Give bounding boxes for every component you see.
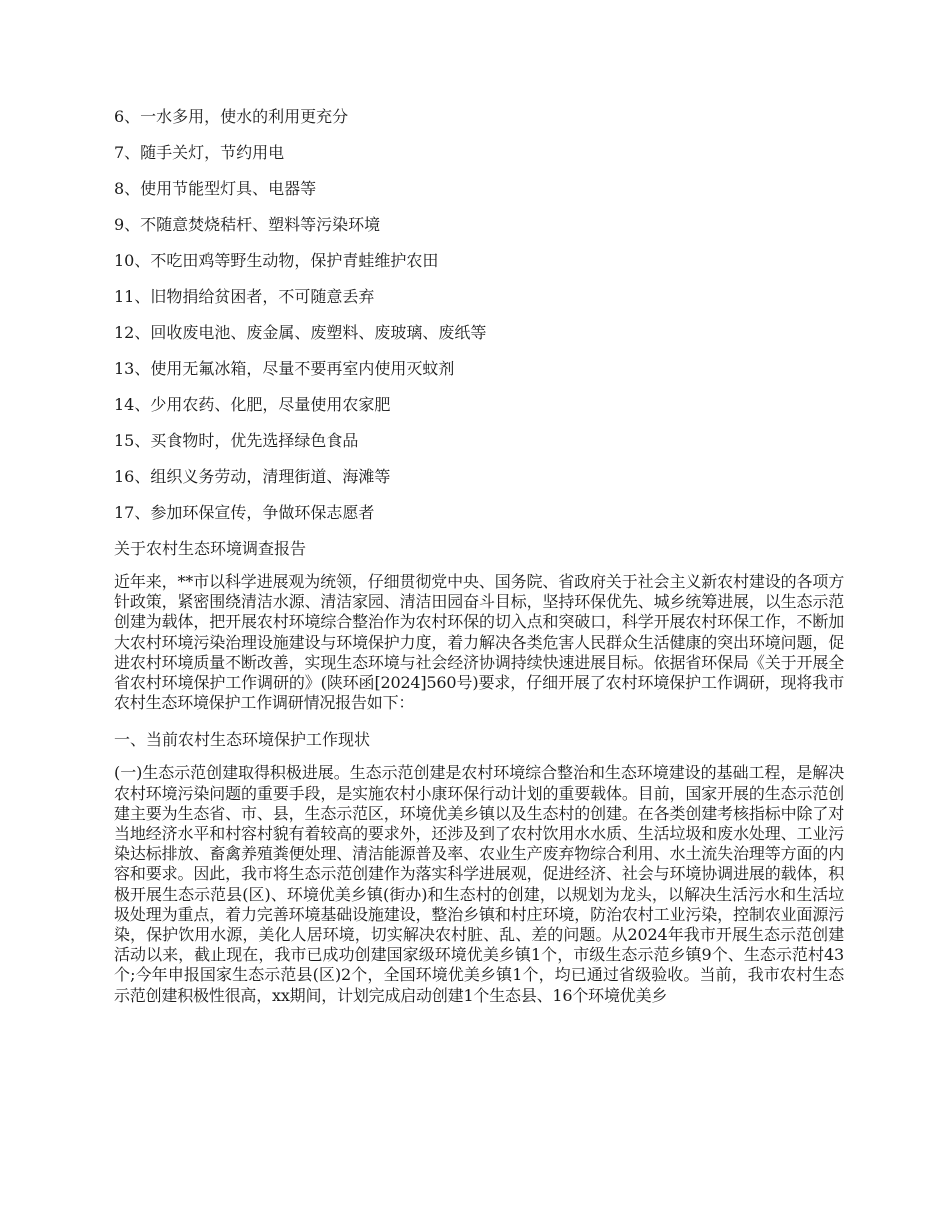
list-item: 15、买食物时，优先选择绿色食品 <box>114 431 359 450</box>
section-paragraph: (一)生态示范创建取得积极进展。生态示范创建是农村环境综合整治和生态环境建设的基础工程，是解决农村环境污染问题的重要手段，是实施农村小康环保行动计划的重要载体。目前，国家开展的生态示范创建主要为生态省、市、县，生态示范区，环境优美乡镇以及生态村的创建。在各类创建考核指标中除了对当地经济水平和村容村貌有着较高的要求外，还涉及到了农村饮用水水质、生活垃圾和废水处理、工业污染达标排放、畜禽养殖粪便处理、清洁能源普及率、农业生产废弃物综合利用、水土流失治理等方面的内容和要求。因此，我市将生态示范创建作为落实科学进展观，促进经济、社会与环境协调进展的载体，积极开展生态示范县(区)、环境优美乡镇(街办)和生态村的创建，以规划为龙头，以解决生活污水和生活垃圾处理为重点，着力完善环境基础设施建设，整治乡镇和村庄环境，防治农村工业污染，控制农业面源污染，保护饮用水源，美化人居环境，切实解决农村脏、乱、差的问题。从2024年我市开展生态示范创建活动以来，截止现在，我市已成功创建国家级环境优美乡镇1个，市级生态示范乡镇9个、生态示范村43个;今年申报国家生态示范县(区)2个，全国环境优美乡镇1个，均已通过省级验收。当前，我市农村生态示范创建积极性很高，xx期间，计划完成启动创建1个生态县、16个环境优美乡 <box>114 763 844 1005</box>
section-heading: 一、当前农村生态环境保护工作现状 <box>114 730 371 750</box>
list-item: 16、组织义务劳动，清理街道、海滩等 <box>114 467 391 486</box>
list-item: 10、不吃田鸡等野生动物，保护青蛙维护农田 <box>114 251 439 270</box>
document-page <box>114 106 844 1022</box>
list-item: 13、使用无氟冰箱，尽量不要再室内使用灭蚊剂 <box>114 359 455 378</box>
list-item: 14、少用农药、化肥，尽量使用农家肥 <box>114 395 391 414</box>
report-title: 关于农村生态环境调查报告 <box>114 539 307 558</box>
list-item: 6、一水多用，使水的利用更充分 <box>114 107 349 126</box>
list-item: 12、回收废电池、废金属、废塑料、废玻璃、废纸等 <box>114 323 487 342</box>
list-item: 9、不随意焚烧秸杆、塑料等污染环境 <box>114 215 381 234</box>
list-item: 17、参加环保宣传，争做环保志愿者 <box>114 503 375 522</box>
intro-paragraph: 近年来，**市以科学进展观为统领，仔细贯彻党中央、国务院、省政府关于社会主义新农村建设的各项方针政策，紧密围绕清洁水源、清洁家园、清洁田园奋斗目标，坚持环保优先、城乡统筹进展，以生态示范创建为载体，把开展农村环境综合整治作为农村环保的切入点和突破口，科学开展农村环保工作，不断加大农村环境污染治理设施建设与环境保护力度，着力解决各类危害人民群众生活健康的突出环境问题，促进农村环境质量不断改善，实现生态环境与社会经济协调持续快速进展目标。依据省环保局《关于开展全省农村环境保护工作调研的》(陕环函[2024]560号)要求，仔细开展了农村环境保护工作调研，现将我市农村生态环境保护工作调研情况报告如下： <box>114 572 844 713</box>
list-item: 7、随手关灯，节约用电 <box>114 143 285 162</box>
list-item: 11、旧物捐给贫困者，不可随意丢弃 <box>114 287 375 306</box>
list-item: 8、使用节能型灯具、电器等 <box>114 179 317 198</box>
